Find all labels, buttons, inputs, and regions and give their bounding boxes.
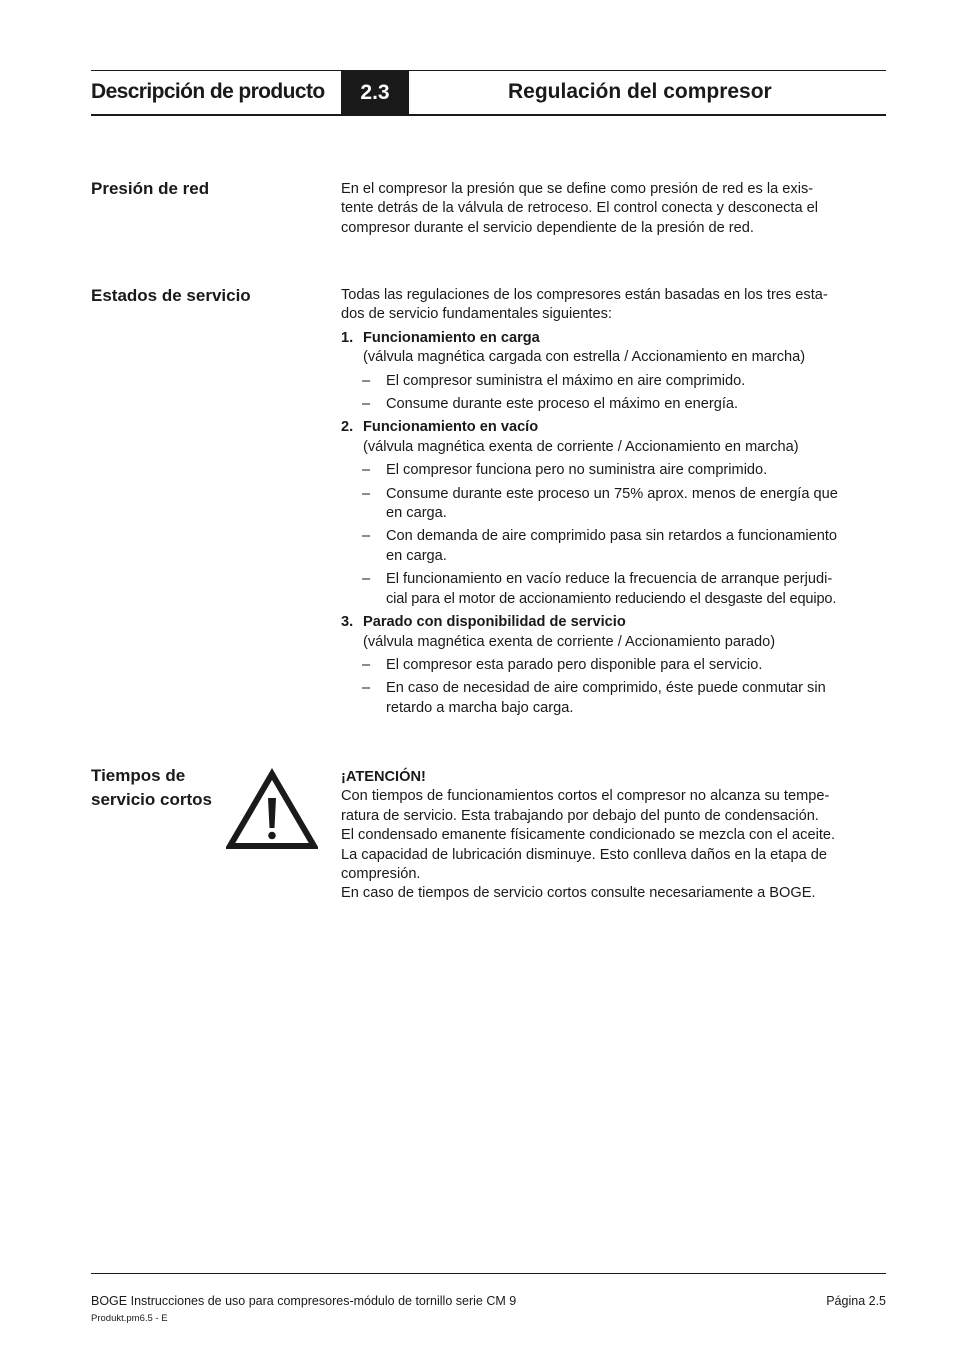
section-heading-tiempos-de-servicio-cortos [91, 764, 212, 812]
bullet-text: Con demanda de aire comprimido pasa sin retardos a funcionamiento [386, 528, 838, 545]
bullet [341, 679, 886, 718]
estados-de-servicio-text [341, 286, 886, 718]
dash-icon: – [362, 528, 371, 545]
text-line: En el compresor la presión que se define como presión de red es la exis- [341, 181, 814, 197]
list-item-parado-con-disponibilidad [341, 613, 886, 718]
item-title: Funcionamiento en carga [363, 329, 540, 346]
footer-document-title: BOGE Instrucciones de uso para compresores-módulo de tornillo serie CM 9 [91, 1294, 517, 1308]
item-title: Funcionamiento en vacío [363, 419, 539, 436]
attention-label: ¡ATENCIÓN! [341, 769, 426, 785]
item-subtitle: (válvula magnética exenta de corriente / Accionamiento en marcha) [363, 438, 799, 455]
section-title: Regulación del compresor [508, 80, 772, 103]
dash-icon: – [362, 372, 371, 389]
text-line: compresión. [341, 866, 421, 883]
footer-rule [91, 1273, 886, 1274]
list-item-funcionamiento-en-carga [341, 329, 886, 415]
section-heading-presion-de-red: Presión de red [91, 179, 210, 198]
presion-de-red-text [341, 180, 886, 238]
item-title: Parado con disponibilidad de servicio [363, 614, 626, 631]
header-bottom-rule [91, 114, 886, 116]
bullet-text: El funcionamiento en vacío reduce la frecuencia de arranque perjudi- [386, 571, 833, 588]
bullet-text: En caso de necesidad de aire comprimido, éste puede conmutar sin [386, 680, 826, 697]
dash-icon: – [362, 396, 371, 413]
tiempos-cortos-text [341, 768, 886, 904]
warning-triangle-icon [226, 768, 318, 850]
text-line: Todas las regulaciones de los compresores están basadas en los tres esta- [341, 287, 828, 303]
bullet [341, 570, 886, 609]
bullet-text: El compresor funciona pero no suministra aire comprimido. [386, 462, 768, 479]
header-top-rule [91, 70, 886, 71]
heading-line: servicio cortos [91, 790, 212, 809]
bullet [341, 395, 886, 414]
bullet [341, 656, 886, 675]
section-number-badge: 2.3 [341, 70, 409, 115]
bullet-text: en carga. [386, 505, 447, 522]
bullet [341, 461, 886, 480]
section-heading-estados-de-servicio: Estados de servicio [91, 286, 251, 305]
page-number: Página 2.5 [826, 1294, 886, 1308]
text-line: compresor durante el servicio dependiente de la presión de red. [341, 219, 754, 236]
chapter-title: Descripción de producto [91, 80, 325, 103]
item-number: 3. [341, 614, 354, 631]
dash-icon: – [362, 462, 371, 479]
item-subtitle: (válvula magnética cargada con estrella / Accionamiento en marcha) [363, 349, 806, 366]
bullet [341, 527, 886, 566]
dash-icon: – [362, 680, 371, 697]
text-line: La capacidad de lubricación disminuye. Esto conlleva daños en la etapa de [341, 846, 827, 863]
bullet-text: Consume durante este proceso un 75% aprox. menos de energía que [386, 485, 838, 502]
dash-icon: – [362, 656, 371, 673]
bullet-text: Consume durante este proceso el máximo en energía. [386, 396, 739, 413]
text-line: Con tiempos de funcionamientos cortos el compresor no alcanza su tempe- [341, 788, 830, 805]
text-line: ratura de servicio. Esta trabajando por debajo del punto de condensación. [341, 807, 819, 824]
list-item-funcionamiento-en-vacio [341, 418, 886, 609]
bullet-text: cial para el motor de accionamiento reduciendo el desgaste del equipo. [386, 590, 837, 607]
dash-icon: – [362, 485, 371, 502]
bullet-text: El compresor suministra el máximo en aire comprimido. [386, 372, 746, 389]
footer-file-reference: Produkt.pm6.5 - E [91, 1313, 168, 1324]
dash-icon: – [362, 571, 371, 588]
item-subtitle: (válvula magnética exenta de corriente / Accionamiento parado) [363, 633, 776, 650]
text-line: El condensado emanente físicamente condicionado se mezcla con el aceite. [341, 827, 836, 844]
bullet-text: El compresor esta parado pero disponible para el servicio. [386, 656, 763, 673]
item-number: 1. [341, 329, 354, 346]
bullet [341, 485, 886, 524]
text-line: En caso de tiempos de servicio cortos consulte necesariamente a BOGE. [341, 885, 816, 902]
item-number: 2. [341, 419, 354, 436]
bullet [341, 372, 886, 391]
bullet-text: retardo a marcha bajo carga. [386, 699, 574, 716]
text-line: tente detrás de la válvula de retroceso. El control conecta y desconecta el [341, 200, 819, 217]
heading-line: Tiempos de [91, 766, 186, 785]
text-line: dos de servicio fundamentales siguientes: [341, 306, 612, 323]
bullet-text: en carga. [386, 547, 447, 564]
